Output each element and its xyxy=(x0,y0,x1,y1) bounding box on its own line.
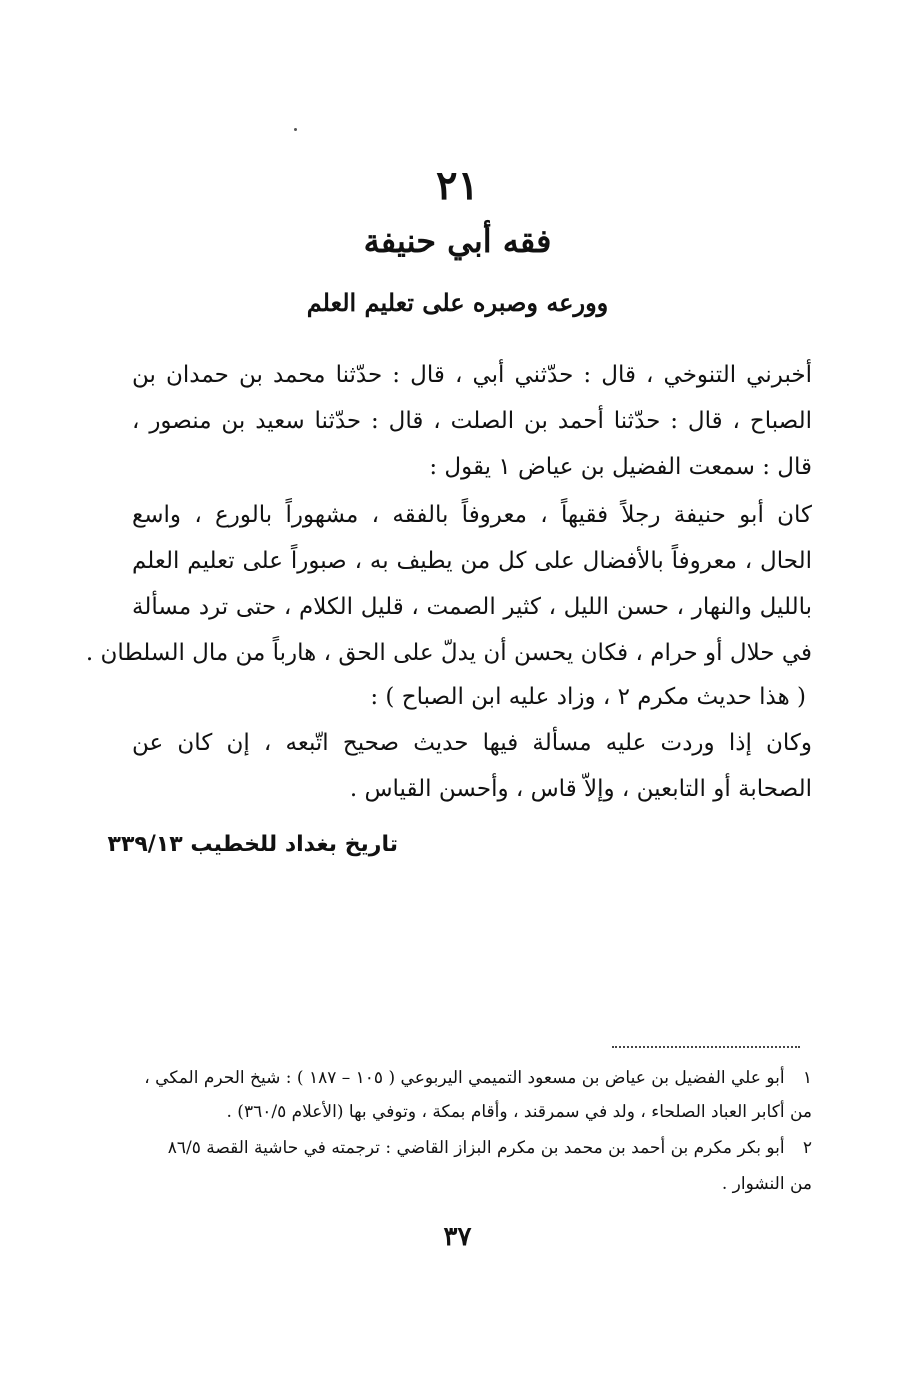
footnote-1-line-1 xyxy=(144,1068,812,1088)
source-citation: تاريخ بغداد للخطيب ٣٣٩/١٣ xyxy=(107,832,398,857)
body-line: قال : سمعت الفضيل بن عياض ١ يقول : xyxy=(429,454,812,480)
body-line: الصباح ، قال : حدّثنا أحمد بن الصلت ، قال : حدّثنا سعيد بن منصور ، xyxy=(132,408,812,434)
footnotes xyxy=(104,1060,812,1210)
body-line: كان أبو حنيفة رجلاً فقيهاً ، معروفاً بالفقه ، مشهوراً بالورع ، واسع xyxy=(132,502,812,528)
footnote-1-line-2 xyxy=(227,1102,813,1122)
body-line: في حلال أو حرام ، فكان يحسن أن يدلّ على الحق ، هارباً من مال السلطان . xyxy=(85,640,812,666)
body-line: بالليل والنهار ، حسن الليل ، كثير الصمت ، قليل الكلام ، حتى ترد مسألة xyxy=(132,594,812,620)
footnote-text: أبو علي الفضيل بن عياض بن مسعود التميمي اليربوعي ( ١٠٥ – ١٨٧ ) : شيخ الحرم المكي ، xyxy=(144,1068,785,1088)
footnote-number: ١ xyxy=(802,1068,812,1088)
body-line: الصحابة أو التابعين ، وإلاّ قاس ، وأحسن القياس . xyxy=(349,776,812,802)
footnote-text: أبو بكر مكرم بن أحمد بن محمد بن مكرم البزاز القاضي : ترجمته في حاشية القصة ٨٦/٥ xyxy=(167,1138,785,1158)
footnote-divider xyxy=(612,1046,800,1048)
body-line: أخبرني التنوخي ، قال : حدّثني أبي ، قال : حدّثنا محمد بن حمدان بن xyxy=(132,362,812,388)
body-line: الحال ، معروفاً بالأفضال على كل من يطيف به ، صبوراً على تعليم العلم xyxy=(132,548,812,574)
ink-speck xyxy=(294,128,297,131)
page-number: ٣٧ xyxy=(443,1222,472,1252)
footnote-text: من النشوار . xyxy=(721,1174,812,1194)
chapter-title: فقه أبي حنيفة xyxy=(363,222,552,260)
footnote-2-line-2 xyxy=(722,1174,812,1194)
footnote-number: ٢ xyxy=(802,1138,812,1158)
footnote-2-line-1 xyxy=(168,1138,812,1158)
footnote-text: من أكابر العباد الصلحاء ، ولد في سمرقند ، وأقام بمكة ، وتوفي بها (الأعلام ٣٦٠/٥) . xyxy=(226,1102,812,1122)
chapter-number: ٢١ xyxy=(436,162,479,209)
body-text xyxy=(85,362,812,812)
body-line: ( هذا حديث مكرم ٢ ، وزاد عليه ابن الصباح ) : xyxy=(370,684,806,710)
body-line: وكان إذا وردت عليه مسألة فيها حديث صحيح اتّبعه ، إن كان عن xyxy=(132,730,812,756)
chapter-subtitle: وورعه وصبره على تعليم العلم xyxy=(306,288,609,317)
